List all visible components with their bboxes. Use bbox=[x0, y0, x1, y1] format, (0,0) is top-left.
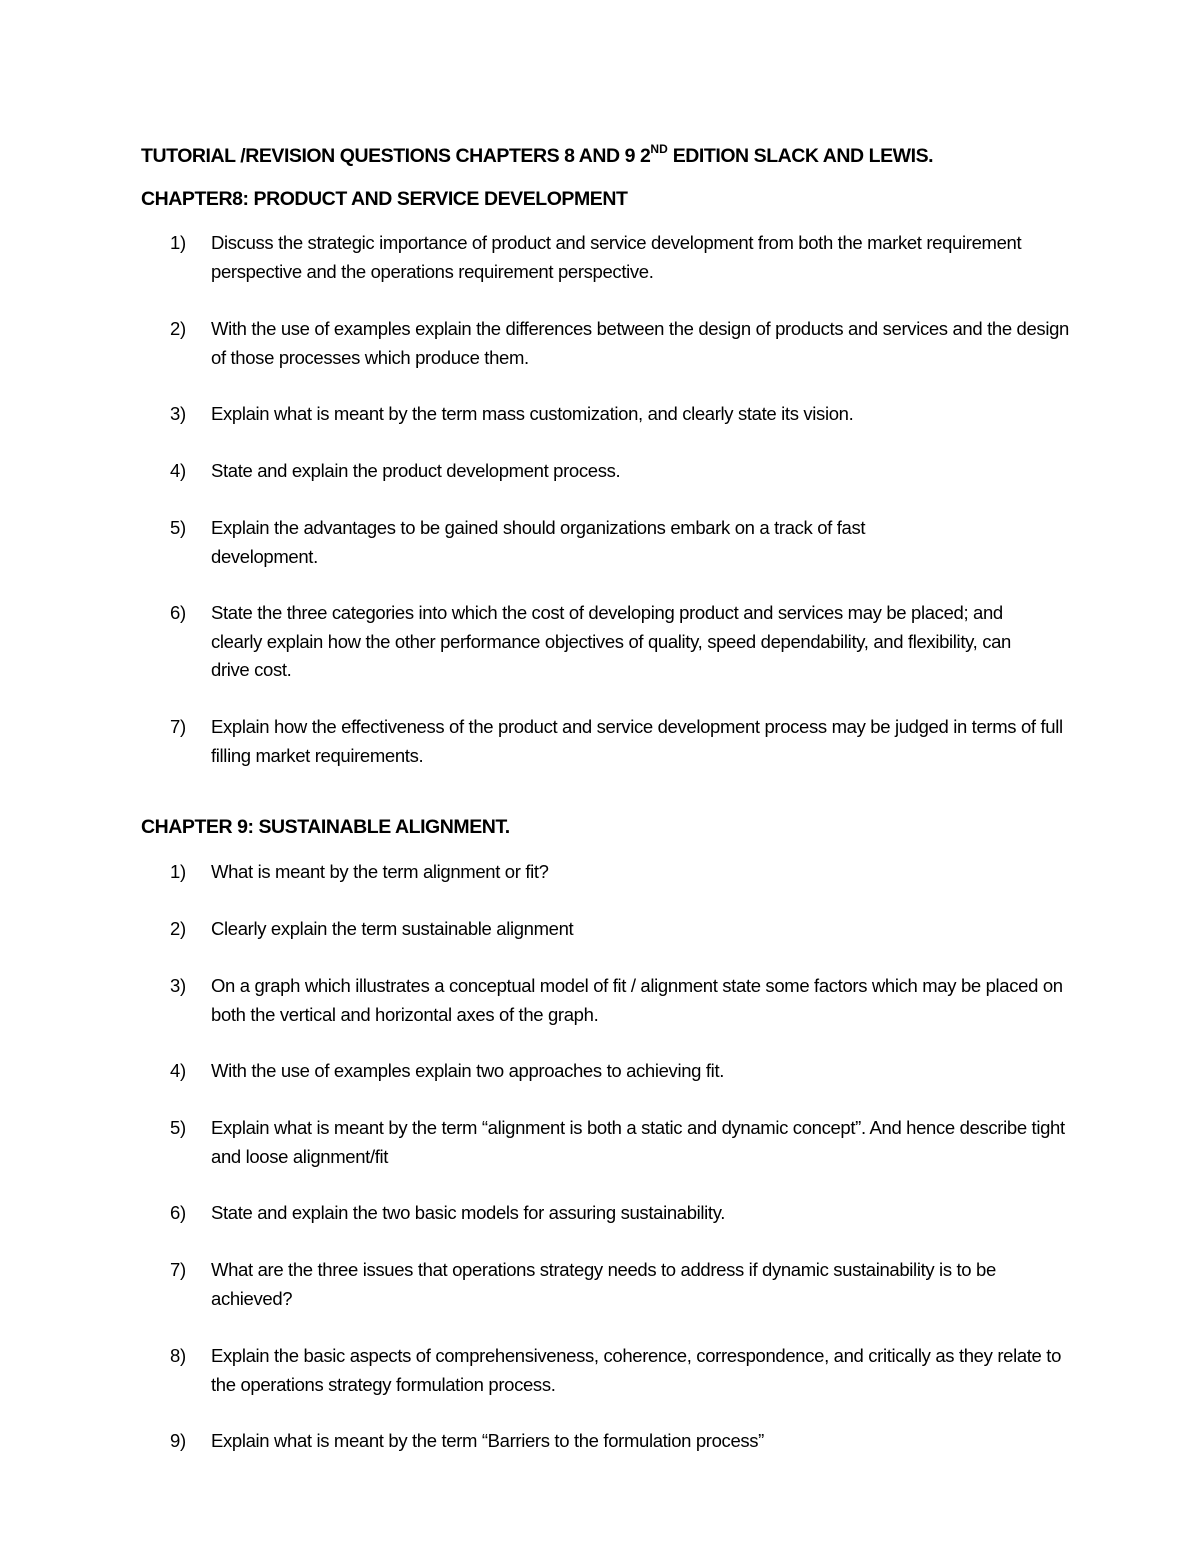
question-text: Explain the advantages to be gained should organizations embark on a track of fast development. bbox=[211, 517, 866, 567]
question-number: 5) bbox=[170, 517, 186, 538]
question-number: 3) bbox=[170, 403, 186, 424]
question-text: Explain what is meant by the term mass customization, and clearly state its vision. bbox=[211, 403, 854, 424]
question-text: Clearly explain the term sustainable alignment bbox=[211, 918, 574, 939]
question-number: 2) bbox=[170, 918, 186, 939]
question-number: 2) bbox=[170, 318, 186, 339]
question-text: On a graph which illustrates a conceptual model of fit / alignment state some factors which may be placed on both the vertical and horizontal axes of the graph. bbox=[211, 975, 1063, 1025]
question-number: 8) bbox=[170, 1345, 186, 1366]
question-number: 6) bbox=[170, 602, 186, 623]
chapter9-heading: CHAPTER 9: SUSTAINABLE ALIGNMENT. bbox=[141, 816, 510, 838]
question-number: 7) bbox=[170, 716, 186, 737]
chapter8-heading: CHAPTER8: PRODUCT AND SERVICE DEVELOPMENT bbox=[141, 188, 628, 210]
question-number: 3) bbox=[170, 975, 186, 996]
question-number: 7) bbox=[170, 1259, 186, 1280]
document-title-superscript: ND bbox=[650, 141, 668, 156]
document-title-main: TUTORIAL /REVISION QUESTIONS CHAPTERS 8 AND 9 2 bbox=[141, 145, 651, 167]
question-text: Explain what is meant by the term “Barriers to the formulation process” bbox=[211, 1430, 764, 1451]
question-number: 4) bbox=[170, 460, 186, 481]
question-number: 4) bbox=[170, 1060, 186, 1081]
question-text: What are the three issues that operations strategy needs to address if dynamic sustainability is to be achieved? bbox=[211, 1259, 996, 1309]
question-text: State and explain the two basic models for assuring sustainability. bbox=[211, 1202, 726, 1223]
question-text: Explain what is meant by the term “alignment is both a static and dynamic concept”. And hence describe tight and loose alignment/fit bbox=[211, 1117, 1065, 1167]
document-title-tail: EDITION SLACK AND LEWIS. bbox=[667, 145, 934, 167]
question-text: State and explain the product development process. bbox=[211, 460, 621, 481]
question-number: 9) bbox=[170, 1430, 186, 1451]
question-number: 1) bbox=[170, 232, 186, 253]
question-number: 1) bbox=[170, 861, 186, 882]
question-number: 5) bbox=[170, 1117, 186, 1138]
question-number: 6) bbox=[170, 1202, 186, 1223]
question-text: Explain how the effectiveness of the product and service development process may be judged in terms of full filling market requirements. bbox=[211, 716, 1063, 766]
question-text: Explain the basic aspects of comprehensiveness, coherence, correspondence, and critically as they relate to the operations strategy formulation process. bbox=[211, 1345, 1062, 1395]
question-text: With the use of examples explain the differences between the design of products and services and the design of those processes which produce them. bbox=[211, 318, 1069, 368]
question-text: What is meant by the term alignment or fit? bbox=[211, 861, 549, 882]
question-text: State the three categories into which the cost of developing product and services may be placed; and clearly explain how the other performance objectives of quality, speed dependability, and flexibility, can drive cost. bbox=[211, 602, 1011, 680]
question-text: Discuss the strategic importance of product and service development from both the market requirement perspective and the operations requirement perspective. bbox=[211, 232, 1022, 282]
question-text: With the use of examples explain two approaches to achieving fit. bbox=[211, 1060, 725, 1081]
